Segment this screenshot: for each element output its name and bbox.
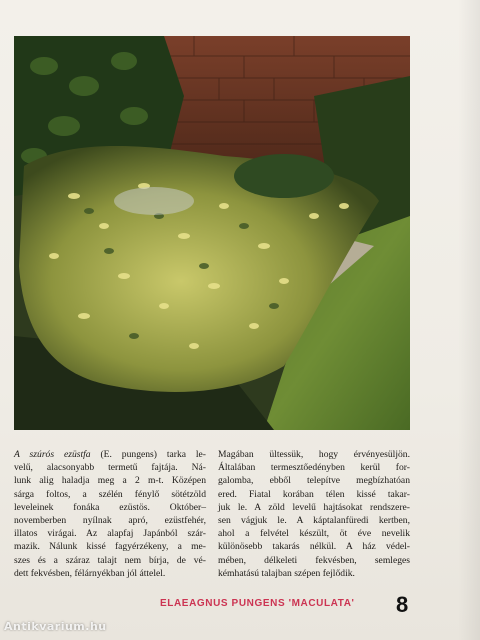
text-line: lunk alig haladja meg a 2 m-t. Középen	[14, 475, 206, 487]
text-line: Magában ültessük, hogy érvényesüljön.	[218, 449, 410, 460]
text-line: ered. Fiatal korában télen kissé takar-	[218, 488, 410, 500]
page-number: 8	[396, 592, 409, 617]
shrub-photo-illustration	[14, 36, 410, 430]
text-line: leveleinek fonáka ezüstös. Október–	[14, 501, 206, 513]
site-watermark: Antikvarium.hu	[4, 620, 107, 633]
page-edge-shadow	[458, 0, 480, 640]
plant-name-caption: ELAEAGNUS PUNGENS 'MACULATA'	[160, 598, 355, 609]
body-text-left-column	[14, 448, 206, 580]
text-line: mazik. Nálunk kissé fagyérzékeny, a me-	[14, 541, 206, 553]
text-line: A szúrós ezüstfa (E. pungens) tarka le-	[14, 449, 206, 460]
text-line: dett fekvésben, félárnyékban jól áttelel.	[14, 567, 166, 579]
text-line: Általában termesztőedényben kerül for-	[218, 462, 410, 474]
text-line: velű, alacsonyabb termetű fajtája. Ná-	[14, 462, 206, 474]
body-text-right-column	[218, 448, 410, 580]
text-line: sárga foltos, a szélén fénylő sötétzöld	[14, 488, 206, 500]
text-line: illatos virágai. Az alapfaj Japánból szár-	[14, 528, 206, 540]
text-line: juk le. A zöld levelű hajtásokat rendszere-	[218, 501, 410, 513]
text-line: különösebb takarás nélkül. A ház védel-	[218, 541, 410, 553]
text-line: galomba, ebből telepítve megbízhatóan	[218, 475, 410, 487]
text-line: kémhatású talajban szépen fejlődik.	[218, 567, 355, 579]
text-line: szes és a száraz talajt nem bírja, de vé-	[14, 554, 206, 566]
text-line: novemberben nyílnak apró, ezüstfehér,	[14, 515, 206, 527]
text-line: mében, délkeleti fekvésben, semleges	[218, 554, 410, 566]
garden-photo	[14, 36, 410, 430]
text-line: ahol a felvétel készült, öt éve nevelik	[218, 528, 410, 540]
text-line: sen vágjuk le. A káptalanfüredi kertben,	[218, 515, 410, 527]
